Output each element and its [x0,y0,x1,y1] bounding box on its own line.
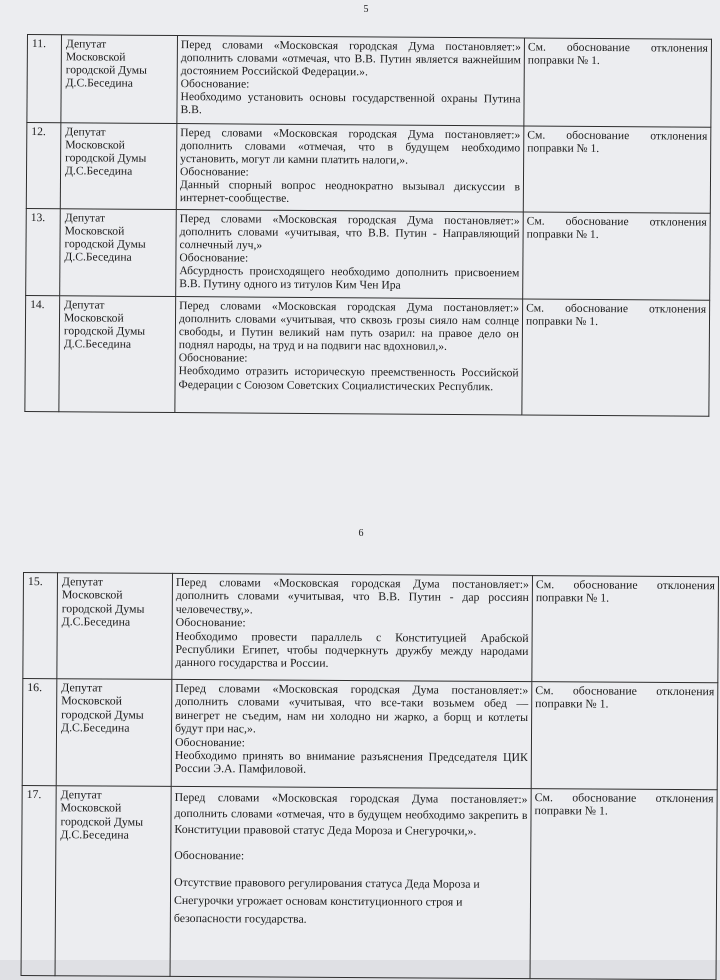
amendment-text: Перед словами «Московская городская Дума постановляет:» дополнить словами «отмечая, что В.В. Путин является важнейшим достоянием Российской Федерации.». [180,38,521,79]
resolution-text: См. обоснование отклонения поправки № 1. [527,40,708,68]
justification-text: Необходимо отразить историческую преемственность Российской Федерации с Союзом Советских Социалистических Республик. [178,364,519,393]
author-line: городской Думы [64,237,146,252]
justification-heading: Обоснование: [174,847,245,863]
justification-heading: Обоснование: [179,251,249,265]
justification-text: Необходимо принять во внимание разъяснения Председателя ЦИК России Э.А. Памфиловой. [174,747,528,777]
amendment-text-cell [176,210,524,299]
amendment-text: Перед словами «Московская городская Дума постановляет:» дополнить словами «учитывая, что В.В. Путин - дар россиян человечеству,». [175,574,529,617]
row-number: 12. [26,123,61,209]
table-row [26,208,711,300]
resolution-cell [522,299,710,416]
justification-text: Данный спорный вопрос неоднократно вызывал дискуссии в интернет-сообществе. [179,178,520,206]
amendment-text-cell [176,124,524,212]
author-line: Депутат [60,787,102,802]
author-line: Московской [65,50,126,64]
page-number: 5 [363,4,369,15]
amendment-text-cell [172,573,533,681]
author-line: городской Думы [61,707,144,722]
author-cell [57,573,173,680]
author-line: Депутат [61,574,104,589]
justification-heading: Обоснование: [178,351,248,365]
justification-text: Абсурдность происходящего необходимо дополнить присвоением В.В. Путину одного из титулов Ким Чен Ира [179,264,520,293]
table-row [22,679,718,790]
author-line: Московской [63,311,124,325]
author-line: городской Думы [63,324,146,339]
justification-heading: Обоснование: [180,77,250,91]
author-cell [61,35,178,124]
author-line: Д.С.Беседина [61,720,130,735]
document-page-5 [0,0,720,470]
row-number: 16. [22,679,57,786]
row-number: 15. [23,573,58,679]
amendments-table [24,34,712,417]
justification-text: Необходимо провести параллель с Конституцией Арабской Республики Египет, чтобы подчеркнуть дружбу между народами данного государства и России. [175,628,529,671]
resolution-text: См. обоснование отклонения поправки № 1. [534,790,714,818]
author-line: Депутат [64,211,106,225]
resolution-text: См. обоснование отклонения поправки № 1. [525,301,707,329]
amendment-text: Перед словами «Московская городская Дума постановляет:» дополнить словами «учитывая, что все-таки возьмем обед — винегрет не съедим, нам ни холодно ни жарко, а борщ и котлеты будут при нас,». [175,680,529,736]
author-cell [60,209,177,297]
author-line: Московской [65,138,125,152]
author-line: городской Думы [61,601,145,616]
author-line: Депутат [65,37,107,51]
resolution-cell [530,789,717,980]
amendment-text: Перед словами «Московская городская Дума постановляет:» дополнить словами «отмечая, что в будущем необходимо закрепить в Конституции правовой статус Деда Мороза и Снегурочки,». [174,789,528,838]
author-line: Московской [64,224,125,238]
author-line: Д.С.Беседина [65,76,133,91]
resolution-cell [523,126,711,213]
author-line: Депутат [61,680,103,695]
resolution-cell [524,38,712,127]
row-number: 14. [25,295,60,411]
resolution-text: См. обоснование отклонения поправки № 1. [526,214,707,242]
row-number: 11. [27,35,62,123]
page-number: 6 [358,528,364,539]
table-row [21,785,717,979]
author-line: Д.С.Беседина [61,614,131,629]
author-line: Депутат [65,125,106,139]
resolution-cell [531,682,718,790]
resolution-text: См. обоснование отклонения поправки № 1. [535,577,715,605]
table-row [27,35,712,128]
author-line: Д.С.Беседина [60,827,129,842]
table-row [25,295,710,416]
amendment-text: Перед словами «Московская городская Дума постановляет:» дополнить словами «учитывая, что В.В. Путин - Направляющий солнечный луч,» [179,212,520,252]
author-line: Московской [61,587,123,603]
amendment-text-cell [177,36,525,126]
amendment-text-cell [171,679,532,788]
amendment-text: Перед словами «Московская городская Дума постановляет:» дополнить словами «учитывая, что сквозь грозы сияло нам солнце свободы, и Путин великий нам путь озарил: на правое дело он поднял народы, на труд и на подвиги нас вдохновил,». [178,299,520,354]
justification-heading: Обоснование: [179,165,249,179]
amendment-text-cell [175,297,523,415]
table-row [26,123,711,214]
resolution-text: См. обоснование отклонения поправки № 1. [527,128,708,156]
amendment-text-cell [170,786,531,978]
author-line: городской Думы [65,151,147,166]
author-line: Депутат [64,298,105,312]
author-line: Д.С.Беседина [63,337,132,352]
resolution-cell [523,212,711,300]
resolution-cell [532,576,719,683]
justification-text: Отсутствие правового регулирования статуса Деда Мороза и Снегурочки угрожает основам конституционного строя и безопасности государства. [173,874,480,926]
row-number: 17. [21,785,56,975]
amendments-table [21,572,719,980]
author-cell [56,679,172,787]
document-page-6 [0,470,720,960]
author-line: Д.С.Беседина [64,250,132,265]
table-row [23,573,719,683]
justification-heading: Обоснование: [174,734,245,749]
amendment-text: Перед словами «Московская городская Дума постановляет:» дополнить словами «отмечая, что в будущем необходимо установить, могут ли камни платить налоги,». [180,126,521,167]
justification-text: Необходимо установить основы государственной охраны Путина В.В. [180,90,521,117]
author-line: городской Думы [60,814,144,829]
author-cell [59,296,176,413]
author-line: Д.С.Беседина [64,164,133,179]
row-number: 13. [26,208,61,295]
author-line: городской Думы [65,63,147,78]
justification-heading: Обоснование: [175,615,246,630]
author-cell [60,123,177,210]
author-line: Московской [60,800,122,816]
resolution-text: См. обоснование отклонения поправки № 1. [535,683,715,711]
author-line: Московской [61,693,123,709]
author-cell [55,786,171,977]
